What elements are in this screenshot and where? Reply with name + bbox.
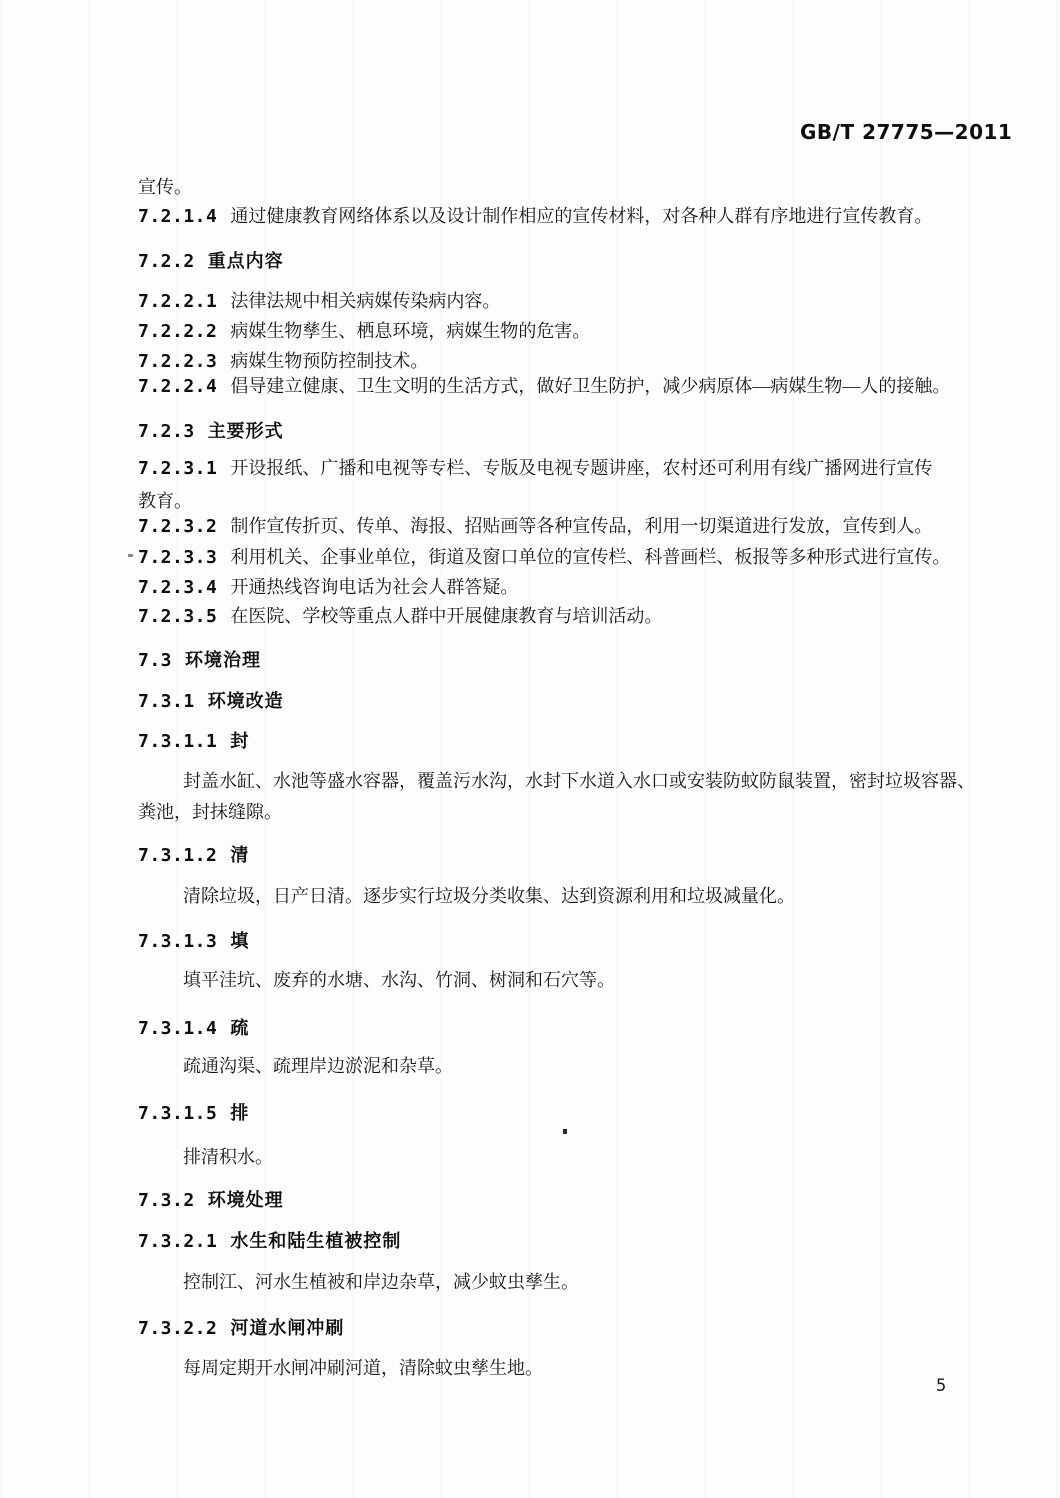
- clause-title: 主要形式: [207, 421, 284, 442]
- clause-heading: [138, 1188, 974, 1213]
- clause-text: 利用机关、企事业单位，街道及窗口单位的宣传栏、科普画栏、板报等多种形式进行宣传。: [230, 547, 951, 567]
- clause-heading: [138, 1229, 974, 1254]
- clause-heading: [138, 249, 974, 274]
- paragraph-text: 清除垃圾，日产日清。逐步实行垃圾分类收集、达到资源利用和垃圾减量化。: [183, 886, 795, 906]
- clause-text: 通过健康教育网络体系以及设计制作相应的宣传材料，对各种人群有序地进行宣传教育。: [230, 206, 933, 226]
- clause-item-continuation: [138, 489, 974, 513]
- clause-number: 7.2.2.1: [138, 291, 218, 312]
- clause-text: 教育。: [138, 491, 192, 511]
- clause-text: 开设报纸、广播和电视等专栏、专版及电视专题讲座，农村还可利用有线广播网进行宣传: [230, 458, 933, 478]
- body-paragraph: [138, 1270, 1019, 1294]
- clause-number: 7.3.2.1: [138, 1231, 218, 1252]
- clause-number: 7.3: [138, 650, 173, 671]
- clause-title: 河道水闸冲刷: [230, 1318, 345, 1339]
- clause-number: 7.2.3.3: [138, 547, 218, 568]
- clause-item: [138, 545, 974, 570]
- clause-heading: [138, 1016, 974, 1041]
- clause-number: 7.3.2.2: [138, 1318, 218, 1339]
- body-paragraph: [138, 884, 1019, 908]
- clause-title: 填: [230, 931, 250, 952]
- clause-item: [138, 204, 974, 229]
- paragraph-text: 宣传。: [138, 177, 192, 197]
- paragraph-text: 控制江、河水生植被和岸边杂草，减少蚊虫孳生。: [183, 1272, 579, 1292]
- body-paragraph: [138, 769, 1019, 793]
- clause-number: 7.2.2: [138, 251, 195, 272]
- clause-item: [138, 514, 974, 539]
- page-number: 5: [936, 1376, 947, 1396]
- body-paragraph: [138, 968, 1019, 992]
- clause-number: 7.2.3.4: [138, 577, 218, 598]
- clause-item: [138, 319, 974, 344]
- clause-heading: [138, 689, 974, 714]
- clause-title: 疏: [230, 1018, 250, 1039]
- clause-text: 在医院、学校等重点人群中开展健康教育与培训活动。: [230, 606, 663, 626]
- clause-number: 7.3.1: [138, 691, 195, 712]
- clause-heading: [138, 843, 974, 868]
- body-paragraph: [138, 1054, 1019, 1078]
- clause-heading: [138, 929, 974, 954]
- clause-number: 7.2.2.3: [138, 351, 218, 372]
- clause-title: 环境治理: [185, 650, 262, 671]
- paragraph-text: 封盖水缸、水池等盛水容器，覆盖污水沟，水封下水道入水口或安装防蚊防鼠装置，密封垃圾容器、: [183, 771, 975, 791]
- body-paragraph: [138, 1356, 1019, 1380]
- paragraph-text: 粪池，封抹缝隙。: [138, 802, 282, 822]
- clause-heading: [138, 419, 974, 444]
- clause-number: 7.3.1.4: [138, 1018, 218, 1039]
- clause-item: [138, 604, 974, 629]
- clause-title: 环境处理: [207, 1190, 284, 1211]
- clause-item: [138, 349, 974, 374]
- clause-title: 重点内容: [207, 251, 284, 272]
- clause-title: 清: [230, 845, 250, 866]
- clause-number: 7.2.3: [138, 421, 195, 442]
- clause-number: 7.2.3.5: [138, 606, 218, 627]
- body-paragraph-continuation: [138, 800, 974, 824]
- paragraph-continuation: [138, 175, 974, 199]
- clause-number: 7.3.2: [138, 1190, 195, 1211]
- clause-heading: [138, 1101, 974, 1126]
- clause-item: [138, 575, 974, 600]
- clause-text: 开通热线咨询电话为社会人群答疑。: [230, 577, 519, 597]
- scan-artifact-speck: [563, 1129, 567, 1134]
- clause-title: 排: [230, 1103, 250, 1124]
- standard-number: GB/T 27775—2011: [800, 120, 1013, 144]
- clause-heading: [138, 729, 974, 754]
- clause-number: 7.2.3.2: [138, 516, 218, 537]
- clause-text: 法律法规中相关病媒传染病内容。: [230, 291, 501, 311]
- scan-artifact-speck: [128, 554, 133, 557]
- clause-title: 水生和陆生植被控制: [230, 1231, 402, 1252]
- clause-text: 病媒生物预防控制技术。: [230, 351, 429, 371]
- paragraph-text: 排清积水。: [183, 1147, 273, 1167]
- clause-number: 7.3.1.5: [138, 1103, 218, 1124]
- paragraph-text: 疏通沟渠、疏理岸边淤泥和杂草。: [183, 1056, 453, 1076]
- clause-item: [138, 456, 974, 481]
- paragraph-text: 填平洼坑、废弃的水塘、水沟、竹洞、树洞和石穴等。: [183, 970, 615, 990]
- clause-number: 7.3.1.2: [138, 845, 218, 866]
- clause-number: 7.3.1.1: [138, 731, 218, 752]
- clause-item: [138, 289, 974, 314]
- paragraph-text: 每周定期开水闸冲刷河道，清除蚊虫孳生地。: [183, 1358, 543, 1378]
- clause-number: 7.2.3.1: [138, 458, 218, 479]
- clause-title: 封: [230, 731, 250, 752]
- clause-text: 病媒生物孳生、栖息环境，病媒生物的危害。: [230, 321, 591, 341]
- body-paragraph: [138, 1145, 1019, 1169]
- clause-number: 7.3.1.3: [138, 931, 218, 952]
- clause-item: [138, 374, 974, 399]
- clause-number: 7.2.2.4: [138, 376, 218, 397]
- clause-heading: [138, 648, 974, 673]
- clause-heading: [138, 1316, 974, 1341]
- clause-number: 7.2.1.4: [138, 206, 218, 227]
- clause-text: 倡导建立健康、卫生文明的生活方式，做好卫生防护，减少病原体—病媒生物—人的接触。: [230, 376, 951, 396]
- clause-text: 制作宣传折页、传单、海报、招贴画等各种宣传品，利用一切渠道进行发放，宣传到人。: [230, 516, 933, 536]
- clause-number: 7.2.2.2: [138, 321, 218, 342]
- clause-title: 环境改造: [207, 691, 284, 712]
